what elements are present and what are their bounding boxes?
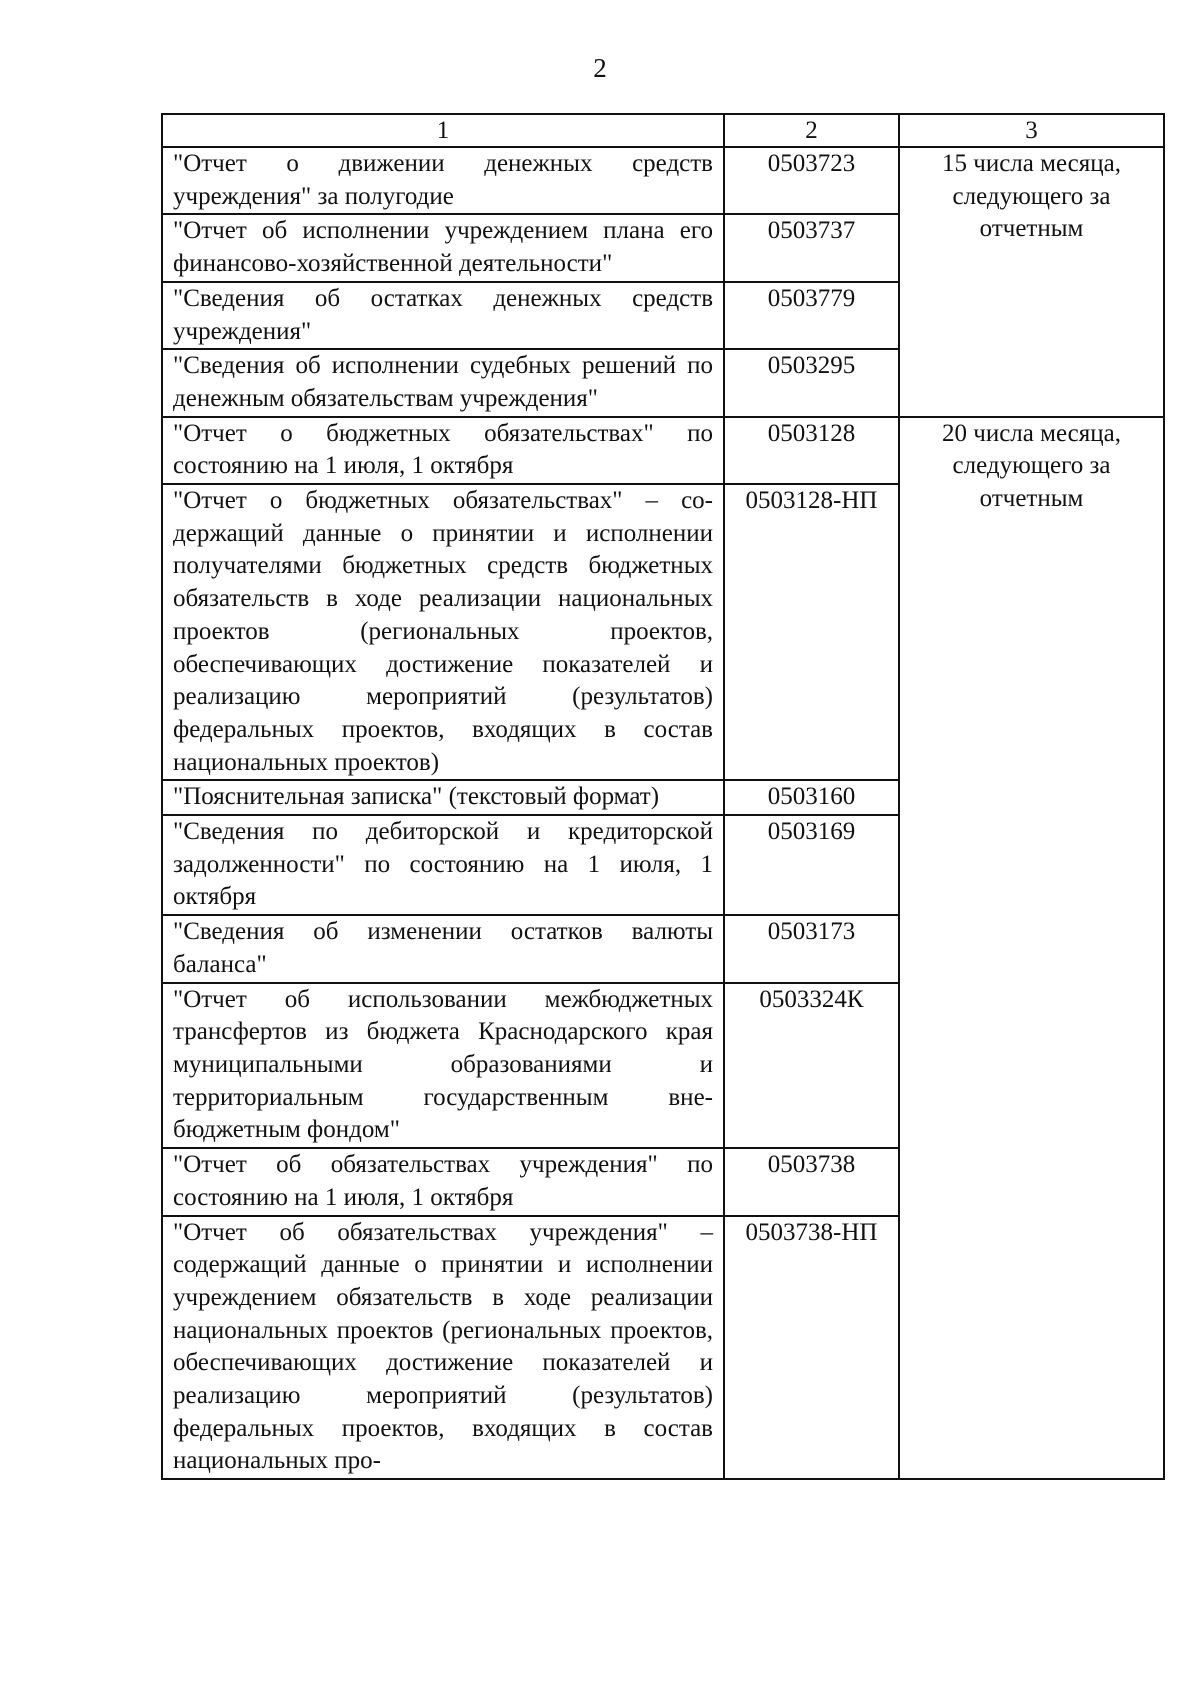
form-name: "Отчет о бюджетных обязательствах" – содержащий данные о принятии и исполнении получателями бюджетных средств бюджетных обязательств в ходе реализации национальных проектов (региональных проектов, обеспечивающих достижение показателей и реализацию мероприятий (результатов) федеральных проектов, входящих в состав национальных проектов) — [162, 484, 724, 780]
form-code: 0503160 — [724, 780, 899, 815]
form-code: 0503128-НП — [724, 484, 899, 780]
deadline-group-1: 15 числа месяца, следующего за отчетным — [899, 147, 1164, 417]
form-name: "Отчет об использовании межбюджетных трансфертов из бюджета Краснодарского края муниципальными образованиями и территориальным государственным внебюджетным фондом" — [162, 983, 724, 1149]
table-row — [162, 417, 1164, 484]
form-name: "Отчет об исполнении учреждением плана его финансово-хозяйственной деятельности" — [162, 214, 724, 281]
table-row — [162, 147, 1164, 214]
column-number-1: 1 — [162, 114, 724, 147]
form-name: "Сведения об исполнении судебных решений по денежным обязательствам учреждения" — [162, 349, 724, 416]
form-name: "Сведения об остатках денежных средств учреждения" — [162, 282, 724, 349]
form-code: 0503173 — [724, 915, 899, 982]
page-number: 2 — [593, 53, 607, 83]
form-code: 0503779 — [724, 282, 899, 349]
column-number-3: 3 — [899, 114, 1164, 147]
form-code: 0503738-НП — [724, 1216, 899, 1480]
form-code: 0503738 — [724, 1148, 899, 1215]
deadline-group-2: 20 числа месяца, следующего за отчетным — [899, 417, 1164, 1480]
table-header-row — [162, 114, 1164, 147]
form-code: 0503324К — [724, 983, 899, 1149]
form-code: 0503295 — [724, 349, 899, 416]
form-code: 0503128 — [724, 417, 899, 484]
form-name: "Отчет об обязательствах учреждения" – содержащий данные о принятии и исполнении учреждением обязательств в ходе реализации национальных проектов (региональных проектов, обеспечивающих достижение показателей и реализацию мероприятий (результатов) федеральных проектов, входящих в состав национальных про- — [162, 1216, 724, 1480]
column-number-2: 2 — [724, 114, 899, 147]
form-name: "Отчет о движении денежных средств учреждения" за полугодие — [162, 147, 724, 214]
form-code: 0503723 — [724, 147, 899, 214]
form-name: "Отчет о бюджетных обязательствах" по состоянию на 1 июля, 1 октября — [162, 417, 724, 484]
form-name: "Пояснительная записка" (текстовый формат) — [162, 780, 724, 815]
form-code: 0503737 — [724, 214, 899, 281]
report-forms-table — [161, 113, 1165, 1480]
form-code: 0503169 — [724, 815, 899, 915]
form-name: "Сведения по дебиторской и кредиторской задолженности" по состоянию на 1 июля, 1 октября — [162, 815, 724, 915]
form-name: "Сведения об изменении остатков валюты баланса" — [162, 915, 724, 982]
form-name: "Отчет об обязательствах учреждения" по состоянию на 1 июля, 1 октября — [162, 1148, 724, 1215]
